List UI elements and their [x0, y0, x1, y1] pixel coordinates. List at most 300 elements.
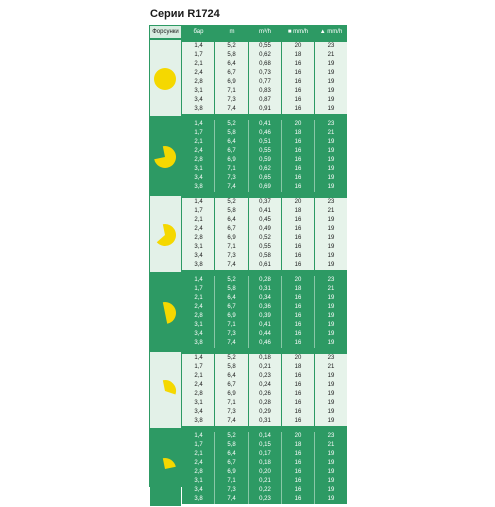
triangle-precip-cell: 21	[327, 130, 335, 136]
nozzle-section	[149, 118, 347, 195]
column-divider	[214, 51, 215, 60]
column-divider	[314, 330, 315, 339]
column-divider	[281, 294, 282, 303]
column-divider	[248, 312, 249, 321]
pressure-cell: 2,1	[194, 139, 203, 145]
column-divider	[281, 120, 282, 129]
square-precip-cell: 16	[294, 418, 302, 424]
column-divider	[281, 96, 282, 105]
column-divider	[314, 174, 315, 183]
column-divider	[314, 477, 315, 486]
column-divider	[281, 78, 282, 87]
column-divider	[248, 477, 249, 486]
radius-cell: 5,8	[227, 52, 236, 58]
triangle-precip-cell: 19	[327, 487, 335, 493]
column-divider	[314, 105, 315, 114]
column-divider	[248, 138, 249, 147]
radius-cell: 6,4	[227, 217, 236, 223]
triangle-precip-cell: 21	[327, 208, 335, 214]
column-divider	[214, 339, 215, 348]
triangle-precip-cell: 19	[327, 166, 335, 172]
square-precip-cell: 16	[294, 304, 302, 310]
square-precip-cell: 16	[294, 175, 302, 181]
table-row	[182, 42, 347, 51]
column-divider	[314, 468, 315, 477]
square-precip-cell: 16	[294, 88, 302, 94]
table-row	[182, 468, 347, 477]
flow-cell: 0,61	[259, 262, 271, 268]
pressure-cell: 2,4	[194, 148, 203, 154]
column-divider	[314, 138, 315, 147]
square-precip-cell: 16	[294, 340, 302, 346]
table-row	[182, 432, 347, 441]
square-precip-cell: 20	[294, 355, 302, 361]
pressure-cell: 3,4	[194, 175, 203, 181]
column-divider	[314, 216, 315, 225]
triangle-precip-cell: 21	[327, 442, 335, 448]
column-divider	[314, 408, 315, 417]
triangle-precip-cell: 23	[327, 355, 335, 361]
column-divider	[248, 105, 249, 114]
column-divider	[314, 312, 315, 321]
column-divider	[214, 174, 215, 183]
column-divider	[248, 252, 249, 261]
column-divider	[214, 390, 215, 399]
triangle-precip-cell: 19	[327, 322, 335, 328]
column-divider	[214, 216, 215, 225]
radius-cell: 7,3	[227, 409, 236, 415]
square-precip-cell: 20	[294, 199, 302, 205]
column-divider	[314, 60, 315, 69]
column-divider	[214, 105, 215, 114]
column-divider	[248, 87, 249, 96]
table-row	[182, 477, 347, 486]
column-divider	[314, 294, 315, 303]
radius-cell: 5,2	[227, 277, 236, 283]
column-divider	[314, 276, 315, 285]
square-precip-cell: 16	[294, 148, 302, 154]
pressure-cell: 1,7	[194, 286, 203, 292]
column-divider	[214, 42, 215, 51]
triangle-precip-cell: 19	[327, 79, 335, 85]
square-precip-cell: 16	[294, 70, 302, 76]
column-divider	[281, 147, 282, 156]
flow-cell: 0,18	[259, 460, 271, 466]
flow-cell: 0,41	[259, 322, 271, 328]
radius-cell: 7,1	[227, 166, 236, 172]
square-precip-cell: 18	[294, 208, 302, 214]
half-circle-icon	[153, 301, 177, 325]
page-title: Серии R1724	[150, 8, 220, 20]
column-divider	[248, 495, 249, 504]
pressure-cell: 1,7	[194, 442, 203, 448]
radius-cell: 5,2	[227, 43, 236, 49]
radius-cell: 6,4	[227, 139, 236, 145]
column-divider	[314, 486, 315, 495]
square-precip-cell: 20	[294, 433, 302, 439]
column-divider	[248, 285, 249, 294]
pressure-cell: 2,8	[194, 391, 203, 397]
column-divider	[214, 381, 215, 390]
flow-cell: 0,26	[259, 391, 271, 397]
table-row	[182, 96, 347, 105]
column-divider	[281, 198, 282, 207]
square-precip-cell: 16	[294, 391, 302, 397]
square-precip-cell: 16	[294, 139, 302, 145]
column-divider	[314, 372, 315, 381]
triangle-precip-cell: 19	[327, 175, 335, 181]
column-divider	[248, 234, 249, 243]
table-row	[182, 399, 347, 408]
column-divider	[281, 390, 282, 399]
radius-cell: 7,3	[227, 331, 236, 337]
square-precip-cell: 16	[294, 295, 302, 301]
column-divider	[248, 363, 249, 372]
column-divider	[214, 261, 215, 270]
nozzle-section	[149, 352, 347, 429]
column-divider	[214, 312, 215, 321]
column-divider	[281, 399, 282, 408]
header-nozzles: Форсунки	[150, 26, 181, 38]
column-divider	[214, 198, 215, 207]
pressure-cell: 3,4	[194, 409, 203, 415]
pressure-cell: 2,4	[194, 460, 203, 466]
pressure-cell: 2,4	[194, 304, 203, 310]
column-divider	[281, 417, 282, 426]
triangle-precip-cell: 19	[327, 106, 335, 112]
table-row	[182, 417, 347, 426]
column-divider	[314, 183, 315, 192]
square-precip-cell: 16	[294, 373, 302, 379]
column-divider	[314, 303, 315, 312]
flow-cell: 0,28	[259, 277, 271, 283]
column-divider	[248, 216, 249, 225]
table-row	[182, 78, 347, 87]
pressure-cell: 1,7	[194, 364, 203, 370]
column-divider	[314, 261, 315, 270]
column-divider	[214, 87, 215, 96]
column-divider	[214, 330, 215, 339]
column-divider	[314, 390, 315, 399]
table-row	[182, 495, 347, 504]
square-precip-cell: 18	[294, 52, 302, 58]
pressure-cell: 1,7	[194, 52, 203, 58]
radius-cell: 7,1	[227, 322, 236, 328]
flow-cell: 0,45	[259, 217, 271, 223]
triangle-precip-cell: 19	[327, 88, 335, 94]
square-precip-cell: 16	[294, 262, 302, 268]
header-pressure: бар	[193, 29, 204, 35]
square-precip-cell: 16	[294, 253, 302, 259]
flow-cell: 0,55	[259, 148, 271, 154]
triangle-precip-cell: 19	[327, 97, 335, 103]
radius-cell: 7,4	[227, 184, 236, 190]
table-row	[182, 276, 347, 285]
square-precip-cell: 16	[294, 97, 302, 103]
pressure-cell: 3,8	[194, 496, 203, 502]
triangle-precip-cell: 19	[327, 262, 335, 268]
pressure-cell: 2,1	[194, 373, 203, 379]
triangle-precip-cell: 19	[327, 157, 335, 163]
column-divider	[281, 486, 282, 495]
triangle-precip-cell: 19	[327, 184, 335, 190]
table-row	[182, 60, 347, 69]
pressure-cell: 1,4	[194, 121, 203, 127]
column-divider	[281, 87, 282, 96]
flow-cell: 0,65	[259, 175, 271, 181]
flow-cell: 0,59	[259, 157, 271, 163]
flow-cell: 0,46	[259, 340, 271, 346]
column-divider	[214, 303, 215, 312]
radius-cell: 6,7	[227, 148, 236, 154]
pressure-cell: 3,1	[194, 166, 203, 172]
radius-cell: 6,4	[227, 373, 236, 379]
triangle-precip-cell: 23	[327, 199, 335, 205]
flow-cell: 0,34	[259, 295, 271, 301]
column-divider	[281, 372, 282, 381]
pressure-cell: 1,7	[194, 208, 203, 214]
pressure-cell: 2,1	[194, 217, 203, 223]
table-row	[182, 372, 347, 381]
radius-cell: 5,8	[227, 286, 236, 292]
nozzle-section	[149, 40, 347, 117]
column-divider	[214, 120, 215, 129]
column-divider	[214, 468, 215, 477]
header-radius: m	[229, 29, 235, 35]
column-divider	[281, 42, 282, 51]
column-divider	[281, 312, 282, 321]
column-divider	[248, 459, 249, 468]
column-divider	[248, 339, 249, 348]
column-divider	[214, 78, 215, 87]
square-precip-cell: 16	[294, 400, 302, 406]
column-divider	[214, 495, 215, 504]
pressure-cell: 2,8	[194, 469, 203, 475]
flow-cell: 0,31	[259, 286, 271, 292]
flow-cell: 0,22	[259, 487, 271, 493]
square-precip-cell: 20	[294, 277, 302, 283]
triangle-precip-cell: 19	[327, 391, 335, 397]
table-row	[182, 183, 347, 192]
radius-cell: 5,8	[227, 442, 236, 448]
column-divider	[314, 129, 315, 138]
column-divider	[248, 432, 249, 441]
pressure-cell: 1,4	[194, 199, 203, 205]
column-divider	[314, 339, 315, 348]
pressure-cell: 2,8	[194, 313, 203, 319]
radius-cell: 6,7	[227, 460, 236, 466]
radius-cell: 7,1	[227, 478, 236, 484]
radius-cell: 7,4	[227, 262, 236, 268]
flow-cell: 0,21	[259, 478, 271, 484]
table-row	[182, 459, 347, 468]
column-divider	[248, 390, 249, 399]
square-precip-cell: 16	[294, 184, 302, 190]
column-divider	[214, 372, 215, 381]
radius-cell: 7,4	[227, 418, 236, 424]
column-divider	[281, 216, 282, 225]
column-divider	[314, 165, 315, 174]
table-row	[182, 174, 347, 183]
column-divider	[281, 207, 282, 216]
pressure-cell: 3,8	[194, 106, 203, 112]
flow-cell: 0,23	[259, 496, 271, 502]
flow-cell: 0,49	[259, 226, 271, 232]
column-divider	[214, 285, 215, 294]
column-divider	[314, 252, 315, 261]
column-divider	[314, 399, 315, 408]
column-divider	[281, 495, 282, 504]
column-divider	[214, 183, 215, 192]
column-divider	[214, 450, 215, 459]
pressure-cell: 3,1	[194, 322, 203, 328]
column-divider	[281, 165, 282, 174]
table-row	[182, 234, 347, 243]
column-divider	[248, 165, 249, 174]
table-row	[182, 87, 347, 96]
column-divider	[281, 441, 282, 450]
column-divider	[248, 303, 249, 312]
square-precip-cell: 18	[294, 130, 302, 136]
pressure-cell: 3,4	[194, 97, 203, 103]
radius-cell: 6,7	[227, 304, 236, 310]
flow-cell: 0,68	[259, 61, 271, 67]
column-divider	[281, 234, 282, 243]
column-divider	[214, 165, 215, 174]
nozzle-section	[149, 274, 347, 351]
pressure-cell: 1,7	[194, 130, 203, 136]
flow-cell: 0,46	[259, 130, 271, 136]
column-divider	[248, 330, 249, 339]
column-divider	[281, 156, 282, 165]
flow-cell: 0,23	[259, 373, 271, 379]
pressure-cell: 2,1	[194, 61, 203, 67]
table-row	[182, 294, 347, 303]
column-divider	[281, 468, 282, 477]
radius-cell: 6,4	[227, 295, 236, 301]
radius-cell: 5,2	[227, 355, 236, 361]
square-precip-cell: 16	[294, 61, 302, 67]
table-row	[182, 363, 347, 372]
column-divider	[214, 432, 215, 441]
column-divider	[281, 105, 282, 114]
triangle-precip-cell: 23	[327, 433, 335, 439]
table-row	[182, 51, 347, 60]
column-divider	[214, 60, 215, 69]
pressure-cell: 2,1	[194, 451, 203, 457]
column-divider	[214, 459, 215, 468]
column-divider	[248, 321, 249, 330]
column-divider	[281, 381, 282, 390]
column-divider	[248, 183, 249, 192]
column-divider	[314, 78, 315, 87]
flow-cell: 0,55	[259, 43, 271, 49]
radius-cell: 6,9	[227, 79, 236, 85]
table-row	[182, 339, 347, 348]
column-divider	[248, 198, 249, 207]
radius-cell: 7,3	[227, 487, 236, 493]
radius-cell: 6,7	[227, 382, 236, 388]
column-divider	[248, 207, 249, 216]
triangle-precip-cell: 19	[327, 235, 335, 241]
column-divider	[214, 147, 215, 156]
column-divider	[214, 243, 215, 252]
square-precip-cell: 16	[294, 235, 302, 241]
pressure-cell: 1,4	[194, 43, 203, 49]
column-divider	[281, 354, 282, 363]
flow-cell: 0,69	[259, 184, 271, 190]
radius-cell: 5,2	[227, 433, 236, 439]
table-row	[182, 147, 347, 156]
square-precip-cell: 16	[294, 469, 302, 475]
column-divider	[281, 69, 282, 78]
flow-cell: 0,44	[259, 331, 271, 337]
column-divider	[248, 354, 249, 363]
column-divider	[248, 294, 249, 303]
pressure-cell: 2,4	[194, 226, 203, 232]
column-divider	[314, 381, 315, 390]
column-divider	[314, 285, 315, 294]
pressure-cell: 2,8	[194, 157, 203, 163]
column-divider	[281, 450, 282, 459]
triangle-precip-cell: 19	[327, 340, 335, 346]
table-row	[182, 216, 347, 225]
column-divider	[314, 459, 315, 468]
triangle-precip-cell: 19	[327, 460, 335, 466]
triangle-precip-cell: 19	[327, 253, 335, 259]
column-divider	[248, 399, 249, 408]
column-divider	[214, 225, 215, 234]
performance-table	[149, 25, 347, 502]
column-divider	[214, 399, 215, 408]
table-row	[182, 129, 347, 138]
column-divider	[281, 321, 282, 330]
square-precip-cell: 16	[294, 79, 302, 85]
pressure-cell: 3,4	[194, 331, 203, 337]
column-divider	[314, 417, 315, 426]
flow-cell: 0,17	[259, 451, 271, 457]
square-precip-cell: 18	[294, 286, 302, 292]
radius-cell: 7,1	[227, 244, 236, 250]
triangle-precip-cell: 21	[327, 286, 335, 292]
flow-cell: 0,29	[259, 409, 271, 415]
radius-cell: 7,4	[227, 340, 236, 346]
triangle-precip-cell: 19	[327, 373, 335, 379]
square-precip-cell: 16	[294, 226, 302, 232]
pressure-cell: 3,8	[194, 184, 203, 190]
pressure-cell: 1,4	[194, 433, 203, 439]
radius-cell: 6,9	[227, 313, 236, 319]
table-row	[182, 138, 347, 147]
column-divider	[248, 60, 249, 69]
column-divider	[214, 96, 215, 105]
quarter-circle-icon	[153, 457, 177, 481]
radius-cell: 6,9	[227, 391, 236, 397]
triangle-precip-cell: 23	[327, 121, 335, 127]
flow-cell: 0,73	[259, 70, 271, 76]
column-divider	[314, 354, 315, 363]
pressure-cell: 3,8	[194, 340, 203, 346]
column-divider	[214, 294, 215, 303]
column-divider	[281, 363, 282, 372]
flow-cell: 0,58	[259, 253, 271, 259]
column-divider	[214, 207, 215, 216]
flow-cell: 0,36	[259, 304, 271, 310]
column-divider	[281, 330, 282, 339]
table-row	[182, 381, 347, 390]
header-triangle-precip: ▲ mm/h	[319, 29, 343, 35]
column-divider	[314, 495, 315, 504]
